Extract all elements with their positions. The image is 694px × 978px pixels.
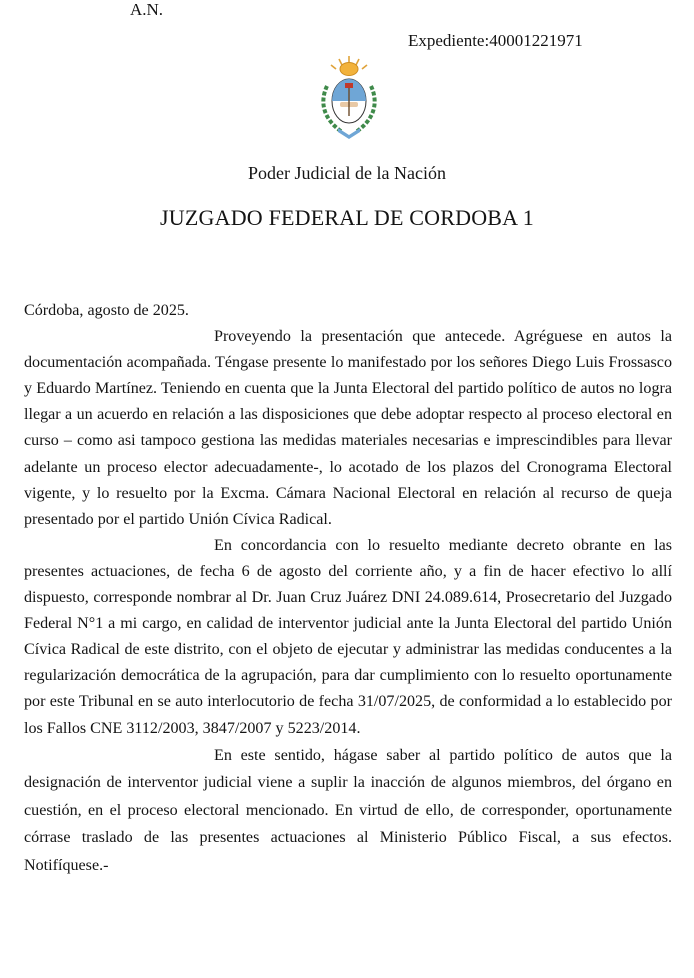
date-line: Córdoba, agosto de 2025. bbox=[24, 302, 189, 319]
document-body bbox=[24, 298, 672, 880]
court-name-line-1: Poder Judicial de la Nación bbox=[248, 163, 446, 183]
court-name-line-2: JUZGADO FEDERAL DE CORDOBA 1 bbox=[160, 205, 534, 230]
paragraph-1: Proveyendo la presentación que antecede. Agréguese en autos la documentación acompañada. Téngase presente lo manifestado por los señores Diego Luis Frossasco y Eduardo Martínez. Teniendo en cuenta que la Junta Electoral del partido político de autos no logra llegar a un acuerdo en relación a las disposiciones que debe adoptar respecto al proceso electoral en curso – como asi tampoco gestiona las medidas materiales necesarias e imprescindibles para llevar adelante un proceso elector adecuadamente-, lo acotado de los plazos del Cronograma Electoral vigente, y lo resuelto por la Excma. Cámara Nacional Electoral en relación al recurso de queja presentado por el partido Unión Cívica Radical. bbox=[24, 328, 672, 528]
paragraph-2: En concordancia con lo resuelto mediante decreto obrante en las presentes actuaciones, de fecha 6 de agosto del corriente año, y a fin de hacer efectivo lo allí dispuesto, corresponde nombrar al Dr. Juan Cruz Juárez DNI 24.089.614, Prosecretario del Juzgado Federal N°1 a mi cargo, en calidad de interventor judicial ante la Junta Electoral del partido Unión Cívica Radical de este distrito, con el objeto de ejecutar y administrar las medidas conducentes a la regularización democrática de la agrupación, para dar cumplimiento con lo resuelto oportunamente por este Tribunal en se auto interlocutorio de fecha 31/07/2025, de conformidad a lo establecido por los Fallos CNE 3112/2003, 3847/2007 y 5223/2014. bbox=[24, 536, 672, 737]
argentina-coat-of-arms-icon bbox=[318, 56, 380, 140]
initials: A.N. bbox=[130, 0, 164, 19]
paragraph-3: En este sentido, hágase saber al partido político de autos que la designación de interventor judicial viene a suplir la inacción de algunos miembros, del órgano en cuestión, en el proceso electoral mencionado. En virtud de ello, de corresponder, oportunamente córrase traslado de las presentes actuaciones al Ministerio Público Fiscal, a sus efectos. Notifíquese.- bbox=[24, 746, 672, 874]
expediente-number: Expediente:40001221971 bbox=[408, 31, 583, 50]
